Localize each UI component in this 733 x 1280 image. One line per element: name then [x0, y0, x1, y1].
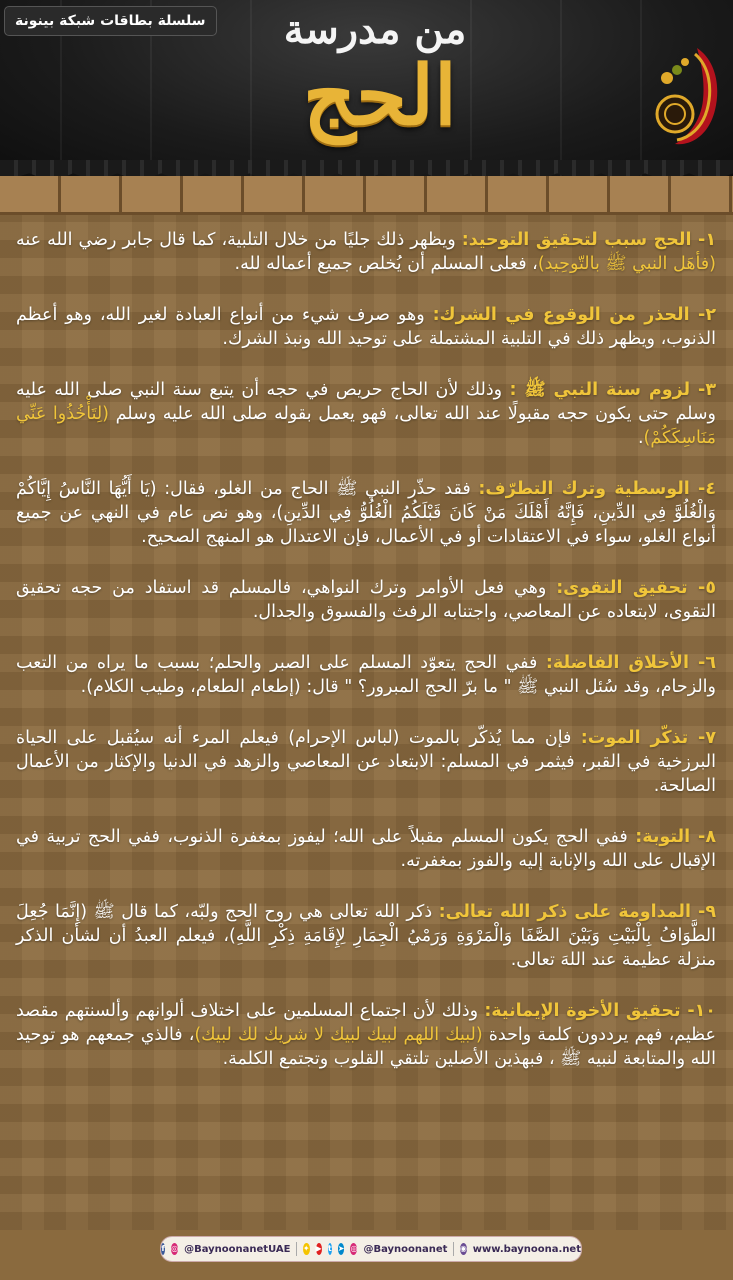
item-text: وذلك لأن اجتماع المسلمين على اختلاف ألوانهم وألسنتهم مقصد عظيم، فهم يرددون كلمة واحدة: [16, 1001, 716, 1045]
item-text: ويظهر ذلك جليًا من خلال التلبية، كما قال جابر رضي الله عنه: [16, 230, 462, 250]
item-number: ١٠-: [680, 1001, 716, 1021]
list-item: [16, 378, 716, 450]
facebook-icon[interactable]: f: [161, 1244, 165, 1253]
item-number: ٦-: [688, 653, 716, 673]
item-heading: تذكّر الموت:: [580, 728, 689, 748]
item-text: وذلك لأن الحاج حريص في حجه أن يتبع سنة النبي صلى الله عليه وسلم حتى يكون حجه مقبولًا عند الله تعالى، فهو يعمل بقوله صلى الله عليه وسلم: [16, 380, 716, 424]
item-heading: تحقيق التقوى:: [556, 578, 688, 598]
item-heading: لزوم سنة النبي ﷺ :: [509, 380, 691, 400]
item-text: وهو صرف شيء من أنواع العبادة لغير الله، وهو أعظم الذنوب، ويظهر ذلك في التلبية المشتملة على توحيد الله ونبذ الشرك.: [16, 305, 716, 349]
item-number: ٩-: [691, 902, 716, 922]
snapchat-icon[interactable]: ✦: [302, 1244, 310, 1253]
instagram-icon[interactable]: ◎: [171, 1244, 179, 1253]
list-item: [16, 726, 716, 798]
item-heading: المداومة على ذكر الله تعالى:: [438, 902, 691, 922]
page-title: الحج: [303, 48, 457, 144]
item-number: ١-: [691, 230, 717, 250]
social-footer: [160, 1236, 582, 1262]
item-text-end: .: [637, 428, 644, 448]
list-item: [16, 651, 716, 699]
stone-wall: [0, 176, 733, 215]
baynoona-logo: [645, 40, 725, 150]
item-text: فقد حذّر النبي ﷺ الحاج من الغلو، فقال: (يَا أَيُّهَا النَّاسُ إِيَّاكُمْ وَالْغُلُوَّ فِي الدِّينِ، فَإِنَّهُ أَهْلَكَ مَنْ كَانَ قَبْلَكُمُ الْغُلُوُّ فِي الدِّينِ)، وهو نص عام في النهي عن جميع أنواع الغلو، سواء في الاعتقادات أو في الأعمال، فإن الاعتدال هو المنهج الصحيح.: [16, 479, 716, 547]
item-quote: (لِتَأْخُذُوا عَنِّي مَنَاسِكَكُمْ): [16, 404, 716, 448]
list-item: [16, 576, 716, 624]
item-heading: الحج سبب لتحقيق التوحيد:: [461, 230, 692, 250]
handle-uae[interactable]: @BaynoonanetUAE: [184, 1243, 291, 1255]
item-heading: الوسطية وترك التطرّف:: [478, 479, 690, 499]
item-text-end: ، فعلى المسلم أن يُخلص جميع أعماله لله.: [234, 254, 538, 274]
list-item: [16, 303, 716, 351]
series-badge: سلسلة بطاقات شبكة بينونة: [4, 6, 217, 36]
item-heading: الأخلاق الفاضلة:: [545, 653, 689, 673]
item-quote: (فأهَل النبي ﷺ بالتّوحِيد): [537, 254, 716, 274]
item-number: ٧-: [688, 728, 717, 748]
list-item: [16, 825, 716, 873]
twitter-icon[interactable]: t: [327, 1244, 332, 1253]
item-heading: التوبة:: [635, 827, 691, 847]
item-text-end: ، فالذي جمعهم هو توحيد الله والمتابعة لنبيه ﷺ ، فبهذين الأصلين تلتقي القلوب وتجتمع الكلمة.: [16, 1025, 716, 1069]
instagram-icon-2[interactable]: ◎: [350, 1244, 358, 1253]
list-item: [16, 477, 716, 549]
item-text: ففي الحج يكون المسلم مقبلاً على الله؛ ليفوز بمغفرة الذنوب، ففي الحج تربية في الإقبال على الله والإنابة إليه والفوز بمغفرته.: [16, 827, 716, 871]
item-text: وهي فعل الأوامر وترك النواهي، فالمسلم قد استفاد من حجه تحقيق التقوى، لابتعاده عن المعاصي، واجتنابه الرفث والفسوق والجدال.: [16, 578, 716, 622]
item-number: ٥-: [687, 578, 716, 598]
item-number: ٨-: [690, 827, 717, 847]
title-top: من مدرسة: [283, 6, 467, 53]
list-item: [16, 228, 716, 276]
content-body: [16, 228, 716, 1098]
list-item: [16, 900, 716, 972]
globe-icon[interactable]: ◉: [459, 1244, 467, 1253]
youtube-icon[interactable]: ▶: [315, 1244, 322, 1253]
handle-main[interactable]: @Baynoonanet: [363, 1243, 448, 1255]
item-heading: الحذر من الوقوع في الشرك:: [432, 305, 690, 325]
item-quote: (لبيك اللهم لبيك لبيك لا شريك لك لبيك): [194, 1025, 483, 1045]
item-number: ٢-: [689, 305, 716, 325]
item-number: ٣-: [690, 380, 716, 400]
item-number: ٤-: [689, 479, 717, 499]
website-link[interactable]: www.baynoona.net: [472, 1243, 581, 1255]
item-text: فإن مما يُذكّر بالموت (لباس الإحرام) فيعلم المرء أنه سيُقبل على الحياة البرزخية في القبر، فيثمر في المسلم: الابتعاد عن المعاصي والزهد في الدنيا والإكثار من الأعمال الصالحة.: [16, 728, 716, 796]
item-text: ذكر الله تعالى هي روح الحج ولبّه، كما قال ﷺ (إِنَّمَا جُعِلَ الطَّوَافُ بِالْبَيْتِ وَبَيْنَ الصَّفَا وَالْمَرْوَةِ وَرَمْيُ الْجِمَارِ لِإِقَامَةِ ذِكْرِ اللَّهِ)، فيعلم العبدُ أن لشأن الذكر منزلة عظيمة عند اللهَ تعالى.: [16, 902, 716, 970]
list-item: [16, 999, 716, 1071]
item-heading: تحقيق الأخوة الإيمانية:: [484, 1001, 681, 1021]
telegram-icon[interactable]: ➤: [337, 1244, 345, 1253]
item-text: ففي الحج يتعوّد المسلم على الصبر والحلم؛ بسبب ما يراه من التعب والزحام، وقد سُئل النبي ﷺ " ما برّ الحج المبرور؟ " قال: (إطعام الطعام، وطيب الكلام).: [16, 653, 716, 697]
